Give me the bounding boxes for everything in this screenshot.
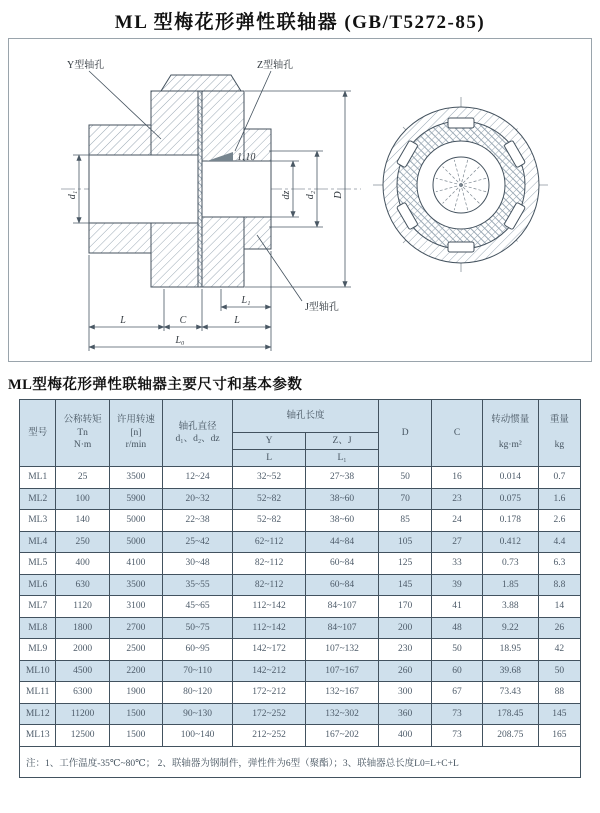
- value-cell: 80~120: [163, 682, 233, 704]
- table-row: [20, 725, 581, 747]
- value-cell: 107~132: [306, 639, 379, 661]
- value-cell: 178.45: [482, 703, 538, 725]
- value-cell: 165: [538, 725, 580, 747]
- value-cell: 26: [538, 617, 580, 639]
- value-cell: 11200: [56, 703, 109, 725]
- model-cell: ML7: [20, 596, 56, 618]
- value-cell: 73: [432, 725, 482, 747]
- header-torque: 公称转矩 Tn N·m: [56, 400, 109, 467]
- value-cell: 1900: [109, 682, 162, 704]
- value-cell: 12~24: [163, 467, 233, 489]
- value-cell: 1.85: [482, 574, 538, 596]
- value-cell: 5900: [109, 488, 162, 510]
- technical-drawing: [8, 38, 592, 362]
- value-cell: 1120: [56, 596, 109, 618]
- value-cell: 250: [56, 531, 109, 553]
- value-cell: 39.68: [482, 660, 538, 682]
- value-cell: 6300: [56, 682, 109, 704]
- value-cell: 170: [378, 596, 431, 618]
- value-cell: 0.075: [482, 488, 538, 510]
- value-cell: 142~212: [233, 660, 306, 682]
- table-row: [20, 574, 581, 596]
- value-cell: 212~252: [233, 725, 306, 747]
- value-cell: 2.6: [538, 510, 580, 532]
- header-col-l1: L₁: [306, 450, 379, 467]
- value-cell: 260: [378, 660, 431, 682]
- value-cell: 208.75: [482, 725, 538, 747]
- value-cell: 3500: [109, 467, 162, 489]
- value-cell: 145: [538, 703, 580, 725]
- table-header: [20, 400, 581, 467]
- label-L1: L₁: [241, 295, 251, 306]
- value-cell: 230: [378, 639, 431, 661]
- value-cell: 2500: [109, 639, 162, 661]
- section-title: ML型梅花形弹性联轴器主要尺寸和基本参数: [8, 377, 303, 393]
- value-cell: 400: [56, 553, 109, 575]
- value-cell: 84~107: [306, 596, 379, 618]
- value-cell: 50: [378, 467, 431, 489]
- header-D: D: [378, 400, 431, 467]
- model-cell: ML8: [20, 617, 56, 639]
- label-taper: 1:10: [237, 152, 256, 163]
- leader-j-hole: [257, 235, 302, 301]
- label-d1: d₁: [67, 190, 78, 200]
- value-cell: 200: [378, 617, 431, 639]
- value-cell: 25~42: [163, 531, 233, 553]
- value-cell: 67: [432, 682, 482, 704]
- value-cell: 112~142: [233, 596, 306, 618]
- table-row: [20, 467, 581, 489]
- spec-table: [19, 399, 581, 778]
- model-cell: ML5: [20, 553, 56, 575]
- value-cell: 400: [378, 725, 431, 747]
- table-body: [20, 467, 581, 747]
- value-cell: 132~167: [306, 682, 379, 704]
- value-cell: 14: [538, 596, 580, 618]
- value-cell: 42: [538, 639, 580, 661]
- value-cell: 73: [432, 703, 482, 725]
- value-cell: 60~84: [306, 574, 379, 596]
- value-cell: 4100: [109, 553, 162, 575]
- coupling-drawing-svg: [9, 39, 591, 359]
- value-cell: 73.43: [482, 682, 538, 704]
- header-col-l: L: [233, 450, 306, 467]
- value-cell: 2200: [109, 660, 162, 682]
- header-C: C: [432, 400, 482, 467]
- value-cell: 22~38: [163, 510, 233, 532]
- value-cell: 0.014: [482, 467, 538, 489]
- table-row: [20, 703, 581, 725]
- value-cell: 360: [378, 703, 431, 725]
- value-cell: 45~65: [163, 596, 233, 618]
- model-cell: ML12: [20, 703, 56, 725]
- value-cell: 3.88: [482, 596, 538, 618]
- label-z-hole: Z型轴孔: [257, 60, 294, 71]
- value-cell: 172~252: [233, 703, 306, 725]
- section-view: [61, 71, 361, 301]
- value-cell: 62~112: [233, 531, 306, 553]
- value-cell: 38~60: [306, 510, 379, 532]
- header-model: 型号: [20, 400, 56, 467]
- value-cell: 630: [56, 574, 109, 596]
- value-cell: 70: [378, 488, 431, 510]
- label-y-hole: Y型轴孔: [67, 60, 105, 71]
- header-bore-length: 轴孔长度: [233, 400, 379, 433]
- header-inertia: 转动惯量 kg·m²: [482, 400, 538, 467]
- table-row: [20, 488, 581, 510]
- value-cell: 145: [378, 574, 431, 596]
- label-L-left: L: [120, 315, 126, 326]
- value-cell: 0.412: [482, 531, 538, 553]
- model-cell: ML13: [20, 725, 56, 747]
- value-cell: 38~60: [306, 488, 379, 510]
- value-cell: 60~84: [306, 553, 379, 575]
- value-cell: 1500: [109, 703, 162, 725]
- value-cell: 48: [432, 617, 482, 639]
- value-cell: 4500: [56, 660, 109, 682]
- value-cell: 30~48: [163, 553, 233, 575]
- value-cell: 88: [538, 682, 580, 704]
- label-L0: L₀: [175, 335, 185, 346]
- value-cell: 107~167: [306, 660, 379, 682]
- table-row: [20, 617, 581, 639]
- value-cell: 3100: [109, 596, 162, 618]
- value-cell: 52~82: [233, 488, 306, 510]
- label-j-hole: J型轴孔: [305, 302, 339, 313]
- value-cell: 8.8: [538, 574, 580, 596]
- label-L-right: L: [234, 315, 240, 326]
- value-cell: 300: [378, 682, 431, 704]
- value-cell: 2700: [109, 617, 162, 639]
- value-cell: 6.3: [538, 553, 580, 575]
- note-row: [20, 746, 581, 777]
- value-cell: 100: [56, 488, 109, 510]
- value-cell: 82~112: [233, 574, 306, 596]
- value-cell: 172~212: [233, 682, 306, 704]
- value-cell: 39: [432, 574, 482, 596]
- page-title: ML 型梅花形弹性联轴器 (GB/T5272-85): [114, 12, 486, 33]
- value-cell: 0.178: [482, 510, 538, 532]
- value-cell: 132~302: [306, 703, 379, 725]
- table-row: [20, 660, 581, 682]
- value-cell: 24: [432, 510, 482, 532]
- table-row: [20, 553, 581, 575]
- value-cell: 60~95: [163, 639, 233, 661]
- header-speed: 许用转速 [n] r/min: [109, 400, 162, 467]
- value-cell: 50: [538, 660, 580, 682]
- value-cell: 105: [378, 531, 431, 553]
- value-cell: 0.73: [482, 553, 538, 575]
- value-cell: 85: [378, 510, 431, 532]
- value-cell: 50~75: [163, 617, 233, 639]
- value-cell: 82~112: [233, 553, 306, 575]
- model-cell: ML6: [20, 574, 56, 596]
- value-cell: 70~110: [163, 660, 233, 682]
- value-cell: 50: [432, 639, 482, 661]
- value-cell: 35~55: [163, 574, 233, 596]
- table-row: [20, 510, 581, 532]
- value-cell: 1.6: [538, 488, 580, 510]
- value-cell: 112~142: [233, 617, 306, 639]
- label-C: C: [179, 315, 187, 326]
- value-cell: 125: [378, 553, 431, 575]
- table-note: 注：1、工作温度-35℃~80℃； 2、联轴器为钢制件，弹性件为6型（聚酯）；3、联轴器总长度L0=L+C+L: [20, 746, 581, 777]
- value-cell: 3500: [109, 574, 162, 596]
- value-cell: 167~202: [306, 725, 379, 747]
- table-row: [20, 596, 581, 618]
- value-cell: 27~38: [306, 467, 379, 489]
- table-row: [20, 682, 581, 704]
- table-row: [20, 531, 581, 553]
- model-cell: ML1: [20, 467, 56, 489]
- value-cell: 0.7: [538, 467, 580, 489]
- value-cell: 52~82: [233, 510, 306, 532]
- header-bore-dia: 轴孔直径 d₁、d₂、dz: [163, 400, 233, 467]
- value-cell: 90~130: [163, 703, 233, 725]
- value-cell: 23: [432, 488, 482, 510]
- value-cell: 140: [56, 510, 109, 532]
- header-col-zj: Z、J: [306, 433, 379, 450]
- value-cell: 100~140: [163, 725, 233, 747]
- label-D: D: [333, 191, 344, 199]
- value-cell: 32~52: [233, 467, 306, 489]
- model-cell: ML11: [20, 682, 56, 704]
- value-cell: 33: [432, 553, 482, 575]
- value-cell: 84~107: [306, 617, 379, 639]
- value-cell: 20~32: [163, 488, 233, 510]
- value-cell: 1800: [56, 617, 109, 639]
- front-view: [373, 97, 549, 273]
- label-d2: d₂: [305, 190, 316, 200]
- value-cell: 9.22: [482, 617, 538, 639]
- value-cell: 5000: [109, 531, 162, 553]
- value-cell: 44~84: [306, 531, 379, 553]
- model-cell: ML4: [20, 531, 56, 553]
- value-cell: 2000: [56, 639, 109, 661]
- value-cell: 16: [432, 467, 482, 489]
- header-col-y: Y: [233, 433, 306, 450]
- model-cell: ML2: [20, 488, 56, 510]
- value-cell: 60: [432, 660, 482, 682]
- value-cell: 18.95: [482, 639, 538, 661]
- model-cell: ML3: [20, 510, 56, 532]
- value-cell: 41: [432, 596, 482, 618]
- value-cell: 142~172: [233, 639, 306, 661]
- value-cell: 27: [432, 531, 482, 553]
- header-weight: 重量 kg: [538, 400, 580, 467]
- model-cell: ML10: [20, 660, 56, 682]
- value-cell: 4.4: [538, 531, 580, 553]
- value-cell: 25: [56, 467, 109, 489]
- value-cell: 1500: [109, 725, 162, 747]
- value-cell: 12500: [56, 725, 109, 747]
- value-cell: 5000: [109, 510, 162, 532]
- label-dz: dz: [281, 190, 292, 200]
- table-row: [20, 639, 581, 661]
- model-cell: ML9: [20, 639, 56, 661]
